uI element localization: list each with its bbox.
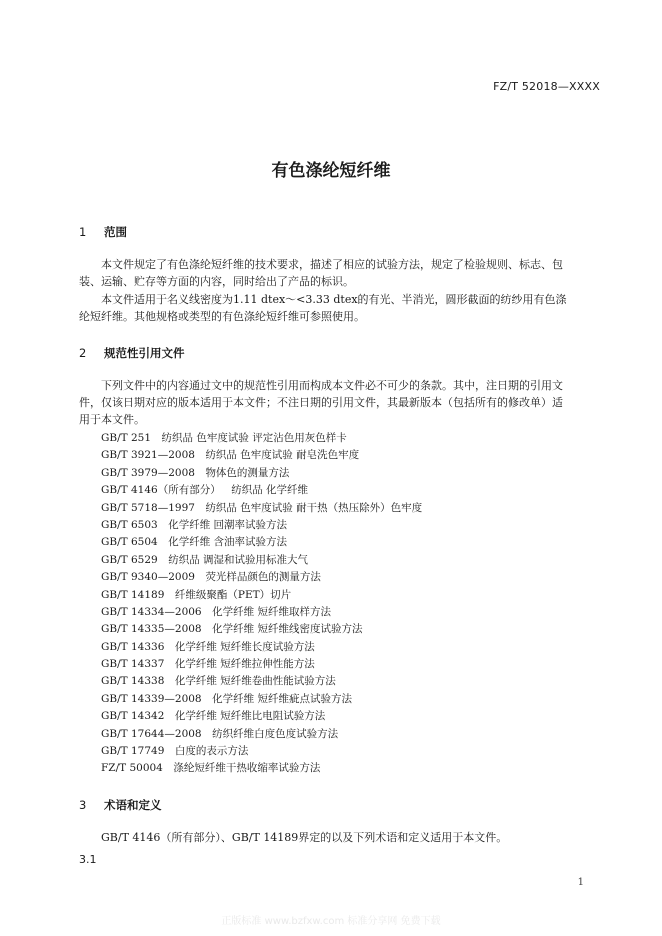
- reference-code: GB/T 251: [101, 432, 152, 444]
- reference-item: [101, 621, 422, 638]
- reference-code: GB/T 3979—2008: [101, 466, 195, 479]
- scope-paragraph-2: [79, 291, 599, 325]
- reference-code: GB/T 6503: [101, 518, 158, 531]
- document-title: 有色涤纶短纤维: [271, 161, 391, 181]
- reference-code: GB/T 6529: [101, 553, 158, 566]
- scope-paragraph-1: [79, 256, 599, 290]
- reference-code: GB/T 14342: [101, 710, 165, 723]
- reference-title: 化学纤维 回潮率试验方法: [168, 518, 288, 531]
- section-title: 规范性引用文件: [104, 346, 185, 360]
- reference-code: GB/T 14338: [101, 675, 165, 688]
- page-number: 1: [577, 877, 584, 888]
- reference-item: [101, 517, 422, 534]
- section-title: 范围: [104, 225, 127, 239]
- reference-item: [101, 708, 422, 725]
- reference-code: GB/T 5718—1997: [101, 501, 195, 514]
- reference-item: [101, 760, 422, 777]
- reference-item: [101, 673, 422, 690]
- reference-list: [101, 430, 422, 778]
- reference-code: GB/T 14335—2008: [101, 623, 202, 636]
- reference-title: 纤维级聚酯（PET）切片: [174, 588, 292, 601]
- reference-code: GB/T 17749: [101, 745, 165, 758]
- reference-item: [101, 447, 422, 464]
- reference-title: 纺织纤维白度色度试验方法: [212, 727, 339, 740]
- reference-item: [101, 569, 422, 586]
- reference-title: 荧光样品颜色的测量方法: [205, 571, 321, 584]
- reference-item: [101, 587, 422, 604]
- clause-number: 3.1: [79, 853, 97, 866]
- reference-code: FZ/T 50004: [101, 762, 163, 775]
- reference-item: [101, 743, 422, 760]
- reference-item: [101, 552, 422, 569]
- reference-code: GB/T 17644—2008: [101, 727, 202, 740]
- watermark: 正版标准 www.bzfxw.com 标准分享网 免费下载: [221, 916, 441, 927]
- reference-title: 纺织品 色牢度试验 耐皂洗色牢度: [205, 449, 360, 462]
- text-line: 装、运输、贮存等方面的内容，同时给出了产品的标识。: [79, 275, 354, 288]
- reference-code: GB/T 6504: [101, 536, 158, 549]
- standard-code: FZ/T 52018—XXXX: [493, 80, 600, 93]
- reference-title: 化学纤维 短纤维长度试验方法: [174, 640, 315, 653]
- reference-item: [101, 604, 422, 621]
- section-heading-scope: [79, 224, 127, 240]
- section-number: 2: [79, 346, 87, 360]
- reference-title: 化学纤维 短纤维拉伸性能方法: [174, 658, 315, 671]
- reference-item: [101, 726, 422, 743]
- section-heading-terms: [79, 797, 162, 813]
- section-heading-normative: [79, 345, 185, 361]
- text-line: 件，仅该日期对应的版本适用于本文件；不注日期的引用文件，其最新版本（包括所有的修改单）适: [79, 396, 563, 409]
- reference-code: GB/T 14334—2006: [101, 605, 202, 618]
- reference-title: 化学纤维 短纤维取样方法: [212, 605, 331, 618]
- terms-intro: [79, 829, 599, 846]
- text-line: 本文件适用于名义线密度为1.11 dtex～<3.33 dtex的有光、半消光，圆形截面的纺纱用有色涤: [101, 293, 567, 306]
- reference-title: 化学纤维 短纤维线密度试验方法: [212, 623, 363, 636]
- reference-title: 物体色的测量方法: [205, 466, 290, 479]
- reference-code: GB/T 4146（所有部分）: [101, 484, 221, 497]
- reference-code: GB/T 14339—2008: [101, 692, 202, 705]
- text-line: GB/T 4146（所有部分）、GB/T 14189界定的以及下列术语和定义适用于本文件。: [101, 831, 508, 844]
- reference-title: 化学纤维 短纤维卷曲性能试验方法: [174, 675, 336, 688]
- reference-title: 纺织品 色牢度试验 耐干热（热压除外）色牢度: [205, 501, 423, 514]
- reference-title: 涤纶短纤维干热收缩率试验方法: [173, 762, 321, 775]
- reference-code: GB/T 9340—2009: [101, 571, 195, 584]
- reference-title: 化学纤维 短纤维比电阻试验方法: [174, 710, 326, 723]
- text-line: 下列文件中的内容通过文中的规范性引用而构成本文件必不可少的条款。其中，注日期的引用文: [101, 379, 563, 392]
- reference-item: [101, 500, 422, 517]
- reference-code: GB/T 14189: [101, 588, 165, 601]
- section-number: 1: [79, 225, 87, 239]
- reference-title: 白度的表示方法: [174, 745, 249, 758]
- normative-intro: [79, 377, 599, 428]
- text-line: 用于本文件。: [79, 413, 145, 426]
- reference-code: GB/T 14336: [101, 640, 165, 653]
- reference-item: [101, 691, 422, 708]
- section-title: 术语和定义: [104, 798, 162, 812]
- reference-title: 化学纤维 含油率试验方法: [168, 536, 288, 549]
- text-line: 纶短纤维。其他规格或类型的有色涤纶短纤维可参照使用。: [79, 310, 365, 323]
- reference-item: [101, 465, 422, 482]
- reference-code: GB/T 14337: [101, 658, 165, 671]
- reference-item: [101, 656, 422, 673]
- text-line: 本文件规定了有色涤纶短纤维的技术要求，描述了相应的试验方法，规定了检验规则、标志、包: [101, 258, 563, 271]
- section-number: 3: [79, 798, 87, 812]
- reference-item: [101, 482, 422, 499]
- reference-title: 化学纤维 短纤维疵点试验方法: [212, 692, 352, 705]
- reference-item: [101, 534, 422, 551]
- reference-item: [101, 639, 422, 656]
- reference-title: 纺织品 化学纤维: [231, 484, 309, 497]
- reference-item: [101, 430, 422, 447]
- reference-title: 纺织品 调湿和试验用标准大气: [168, 553, 309, 566]
- reference-code: GB/T 3921—2008: [101, 449, 195, 462]
- reference-title: 纺织品 色牢度试验 评定沾色用灰色样卡: [161, 432, 347, 444]
